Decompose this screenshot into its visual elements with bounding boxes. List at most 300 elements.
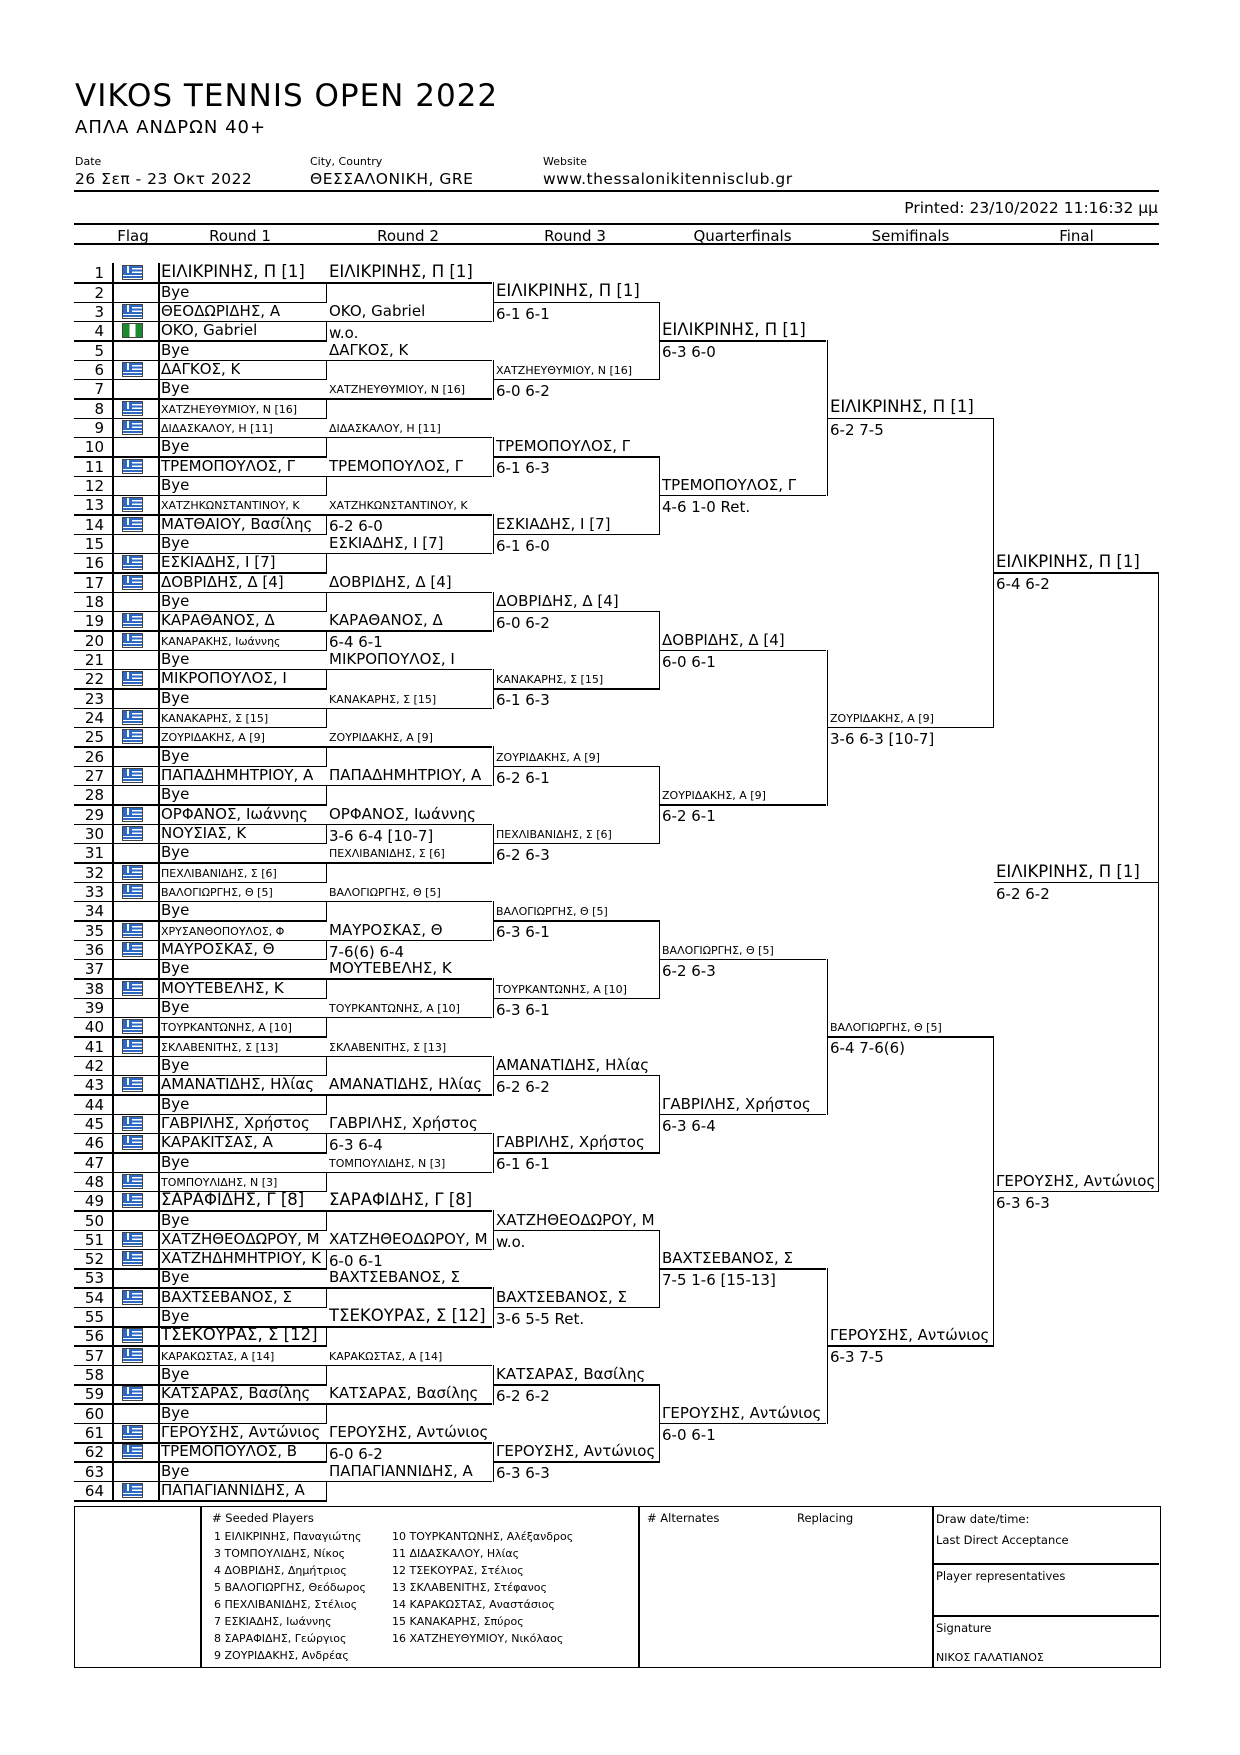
round1-player: ΧΑΤΖΗΔΗΜΗΤΡΙΟΥ, Κ (161, 1249, 321, 1268)
round2-score: 6-0 6-2 (329, 1445, 383, 1464)
round1-player: ΜΟΥΤΕΒΕΛΗΣ, Κ (161, 978, 284, 997)
round3-line (494, 1461, 659, 1463)
round2-score: 3-6 6-4 [10-7] (329, 826, 434, 845)
draw-position: 30 (84, 824, 104, 843)
semifinal-line (828, 727, 994, 729)
round1-player: ΚΑΡΑΚΙΤΣΑΣ, Α (161, 1133, 273, 1152)
round2-connector (326, 978, 328, 999)
round2-player: ΧΑΤΖΗΚΩΝΣΤΑΝΤΙΝΟΥ, Κ (329, 499, 468, 513)
last-direct-acceptance-label: Last Direct Acceptance (936, 1533, 1069, 1547)
quarterfinal-score: 6-0 6-1 (662, 652, 716, 671)
draw-position: 9 (94, 418, 104, 437)
draw-position: 29 (84, 805, 104, 824)
round3-score: 6-1 6-1 (496, 304, 550, 323)
website-label: Website (543, 155, 587, 168)
round1-player: ΣΚΛΑΒΕΝΙΤΗΣ, Σ [13] (161, 1040, 279, 1054)
draw-position: 43 (84, 1076, 104, 1095)
draw-position: 63 (84, 1462, 104, 1481)
header-divider (74, 190, 1159, 192)
event-subtitle: ΑΠΛΑ ΑΝΔΡΩΝ 40+ (75, 117, 267, 138)
final-line (994, 572, 1159, 574)
draw-position: 59 (84, 1385, 104, 1404)
round1-player: ΕΣΚΙΑΔΗΣ, Ι [7] (161, 553, 276, 572)
seeded-player: 9 ΖΟΥΡΙΔΑΚΗΣ, Ανδρέας (214, 1649, 349, 1662)
round3-score: 6-2 6-1 (496, 768, 550, 787)
quarterfinal-connector (659, 302, 661, 381)
round3-score: 6-1 6-1 (496, 1155, 550, 1174)
round3-line (494, 379, 659, 381)
round2-line (327, 1326, 492, 1328)
draw-position: 41 (84, 1037, 104, 1056)
round3-line (494, 456, 659, 458)
round2-player: ΔΟΒΡΙΔΗΣ, Δ [4] (329, 572, 452, 591)
round2-player: ΒΑΧΤΣΕΒΑΝΟΣ, Σ (329, 1268, 461, 1287)
round3-player: ΔΟΒΡΙΔΗΣ, Δ [4] (496, 591, 619, 610)
semifinal-line (828, 418, 994, 420)
round2-player: ΤΟΜΠΟΥΛΙΔΗΣ, Ν [3] (329, 1156, 446, 1170)
round2-connector (326, 669, 328, 690)
round2-player: ΑΜΑΝΑΤΙΔΗΣ, Ηλίας (329, 1075, 483, 1094)
quarterfinal-connector (659, 1075, 661, 1154)
draw-position: 64 (84, 1482, 104, 1501)
round3-score: 6-1 6-0 (496, 536, 550, 555)
seeded-player: 8 ΣΑΡΑΦΙΔΗΣ, Γεώργιος (214, 1632, 347, 1645)
round2-connector (326, 514, 328, 535)
round2-connector (326, 785, 328, 806)
round1-player: ΜΑΥΡΟΣΚΑΣ, Θ (161, 939, 275, 958)
draw-position: 11 (84, 457, 104, 476)
round2-connector (326, 824, 328, 845)
round2-line (327, 1442, 492, 1444)
round1-player: Bye (161, 475, 190, 494)
round3-score: 6-1 6-3 (496, 459, 550, 478)
greece-flag-icon (122, 1328, 143, 1343)
round3-connector (493, 437, 495, 477)
round2-line (327, 1365, 492, 1367)
round3-line (494, 611, 659, 613)
draw-position: 53 (84, 1269, 104, 1288)
draw-position: 23 (84, 689, 104, 708)
round2-player: ΟΡΦΑΝΟΣ, Ιωάννης (329, 804, 476, 823)
round1-player: ΠΕΧΛΙΒΑΝΙΔΗΣ, Σ [6] (161, 866, 277, 880)
round2-player: ΤΣΕΚΟΥΡΑΣ, Σ [12] (329, 1305, 486, 1325)
website-value: www.thessalonikitennisclub.gr (543, 170, 793, 188)
greece-flag-icon (122, 1483, 143, 1498)
round3-connector (493, 901, 495, 941)
quarterfinal-score: 6-3 6-0 (662, 343, 716, 362)
round1-player: ΧΑΤΖΗΘΕΟΔΩΡΟΥ, Μ (161, 1229, 320, 1248)
round2-connector (326, 1172, 328, 1193)
quarterfinal-player: ΒΑΧΤΣΕΒΑΝΟΣ, Σ (662, 1249, 794, 1268)
quarterfinal-line (660, 1114, 826, 1116)
round3-connector (493, 1365, 495, 1405)
champion-line (994, 882, 1159, 884)
seeded-player: 14 ΚΑΡΑΚΩΣΤΑΣ, Αναστάσιος (392, 1598, 555, 1611)
round3-line (494, 998, 659, 1000)
champion-connector (1158, 572, 1160, 1192)
final-player: ΓΕΡΟΥΣΗΣ, Αντώνιος (996, 1171, 1156, 1190)
draw-position: 6 (94, 360, 104, 379)
signature-label: Signature (936, 1621, 992, 1635)
round3-line (494, 534, 659, 536)
round3-score: 6-0 6-2 (496, 613, 550, 632)
quarterfinal-line (660, 1423, 826, 1425)
column-semifinals: Semifinals (871, 227, 950, 245)
greece-flag-icon (122, 884, 143, 899)
draw-position: 50 (84, 1211, 104, 1230)
round2-player: ΚΑΝΑΚΑΡΗΣ, Σ [15] (329, 692, 437, 706)
round3-player: ΧΑΤΖΗΘΕΟΔΩΡΟΥ, Μ (496, 1210, 655, 1229)
semifinal-score: 6-2 7-5 (830, 420, 884, 439)
round2-line (327, 1249, 492, 1251)
draw-position: 7 (94, 380, 104, 399)
round2-line (327, 1172, 492, 1174)
round2-connector (326, 1133, 328, 1154)
round2-player: ΚΑΡΑΚΩΣΤΑΣ, Α [14] (329, 1349, 443, 1363)
signature-name: ΝΙΚΟΣ ΓΑΛΑΤΙΑΝΟΣ (936, 1651, 1044, 1664)
round2-player: ΠΑΠΑΓΙΑΝΝΙΔΗΣ, Α (329, 1461, 473, 1480)
round1-player: Bye (161, 533, 190, 552)
round2-line (327, 437, 492, 439)
footer-divider-2 (638, 1506, 640, 1668)
round1-player: ΜΙΚΡΟΠΟΥΛΟΣ, Ι (161, 669, 287, 688)
draw-position: 57 (84, 1346, 104, 1365)
round3-player: ΑΜΑΝΑΤΙΔΗΣ, Ηλίας (496, 1055, 650, 1074)
round1-player: ΧΑΤΖΗΕΥΘΥΜΙΟΥ, Ν [16] (161, 402, 298, 416)
round3-player: ΚΑΝΑΚΑΡΗΣ, Σ [15] (496, 673, 604, 687)
round2-score: 6-3 6-4 (329, 1135, 383, 1154)
round2-line (327, 282, 492, 284)
seeded-player: 7 ΕΣΚΙΑΔΗΣ, Ιωάννης (214, 1615, 332, 1628)
round3-line (494, 688, 659, 690)
draw-position: 58 (84, 1366, 104, 1385)
city-value: ΘΕΣΣΑΛΟΝΙΚΗ, GRE (310, 170, 474, 188)
round2-line (327, 1056, 492, 1058)
round2-connector (326, 940, 328, 961)
round3-player: ΒΑΧΤΣΕΒΑΝΟΣ, Σ (496, 1287, 628, 1306)
round3-connector (493, 824, 495, 864)
draw-position: 16 (84, 554, 104, 573)
greece-flag-icon (122, 613, 143, 628)
draw-position: 42 (84, 1056, 104, 1075)
round1-player: ΚΑΤΣΑΡΑΣ, Βασίλης (161, 1384, 311, 1403)
round2-connector (326, 746, 328, 767)
round1-player: Bye (161, 649, 190, 668)
greece-flag-icon (122, 768, 143, 783)
quarterfinal-score: 7-5 1-6 [15-13] (662, 1271, 776, 1290)
round3-line (494, 1152, 659, 1154)
round1-player: ΔΙΔΑΣΚΑΛΟΥ, Η [11] (161, 421, 273, 435)
printed-timestamp: Printed: 23/10/2022 11:16:32 μμ (904, 199, 1158, 217)
draw-position: 62 (84, 1443, 104, 1462)
round3-score: 6-1 6-3 (496, 691, 550, 710)
quarterfinal-player: ΓΑΒΡΙΛΗΣ, Χρήστος (662, 1094, 811, 1113)
round2-player: ΤΡΕΜΟΠΟΥΛΟΣ, Γ (329, 456, 464, 475)
round1-player: Bye (161, 591, 190, 610)
flag-col-left-rule (112, 263, 114, 1501)
round1-player: ΤΟΜΠΟΥΛΙΔΗΣ, Ν [3] (161, 1175, 278, 1189)
greece-flag-icon (122, 729, 143, 744)
round2-line (327, 978, 492, 980)
round2-connector (326, 398, 328, 419)
round1-player: Bye (161, 843, 190, 862)
city-label: City, Country (310, 155, 383, 168)
round3-score: 6-0 6-2 (496, 381, 550, 400)
greece-flag-icon (122, 710, 143, 725)
draw-position: 46 (84, 1134, 104, 1153)
round1-player: ΤΡΕΜΟΠΟΥΛΟΣ, Β (161, 1442, 298, 1461)
round2-player: OKO, Gabriel (329, 301, 426, 320)
flag-col-right-rule (158, 263, 160, 1501)
quarterfinal-connector (659, 456, 661, 535)
seeded-player: 6 ΠΕΧΛΙΒΑΝΙΔΗΣ, Στέλιος (214, 1598, 358, 1611)
round2-line (327, 785, 492, 787)
round3-line (494, 1075, 659, 1077)
round3-line (494, 1384, 659, 1386)
greece-flag-icon (122, 942, 143, 957)
greece-flag-icon (122, 1193, 143, 1208)
round2-line (327, 901, 492, 903)
draw-position: 10 (84, 438, 104, 457)
round2-score: w.o. (329, 323, 359, 342)
round2-connector (326, 1326, 328, 1347)
round3-player: ΕΣΚΙΑΔΗΣ, Ι [7] (496, 514, 611, 533)
greece-flag-icon (122, 497, 143, 512)
draw-position: 20 (84, 631, 104, 650)
draw-position: 51 (84, 1230, 104, 1249)
seeded-player: 11 ΔΙΔΑΣΚΑΛΟΥ, Ηλίας (392, 1547, 520, 1560)
round2-connector (326, 476, 328, 497)
draw-position: 31 (84, 844, 104, 863)
greece-flag-icon (122, 1444, 143, 1459)
round3-score: 6-3 6-3 (496, 1464, 550, 1483)
round2-connector (326, 282, 328, 303)
round1-player: ΤΟΥΡΚΑΝΤΩΝΗΣ, Α [10] (161, 1021, 292, 1035)
round3-connector (493, 360, 495, 400)
round2-player: ΜΙΚΡΟΠΟΥΛΟΣ, Ι (329, 649, 455, 668)
round3-player: ΧΑΤΖΗΕΥΘΥΜΙΟΥ, Ν [16] (496, 363, 633, 377)
column-quarterfinals: Quarterfinals (693, 227, 792, 245)
round3-score: 6-2 6-2 (496, 1387, 550, 1406)
draw-position: 1 (94, 264, 104, 283)
round1-player: ΚΑΝΑΡΑΚΗΣ, Ιωάννης (161, 634, 281, 648)
round3-connector (493, 1056, 495, 1096)
round1-player: ΖΟΥΡΙΔΑΚΗΣ, Α [9] (161, 731, 265, 745)
round2-line (327, 824, 492, 826)
round3-score: 6-2 6-2 (496, 1077, 550, 1096)
round1-player: OKO, Gabriel (161, 321, 258, 340)
round1-player: ΚΑΡΑΚΩΣΤΑΣ, Α [14] (161, 1349, 275, 1363)
draw-position: 60 (84, 1404, 104, 1423)
round2-line (327, 862, 492, 864)
round2-line (327, 1094, 492, 1096)
round3-connector (493, 514, 495, 554)
round1-player: ΘΕΟΔΩΡΙΔΗΣ, Α (161, 301, 281, 320)
round2-line (327, 669, 492, 671)
semifinal-player: ΕΙΛΙΚΡΙΝΗΣ, Π [1] (830, 397, 974, 417)
round3-connector (493, 1210, 495, 1250)
round3-connector (493, 282, 495, 322)
round2-connector (326, 1442, 328, 1463)
seeded-player: 3 ΤΟΜΠΟΥΛΙΔΗΣ, Νίκος (214, 1547, 346, 1560)
draw-position: 40 (84, 1018, 104, 1037)
round1-player: ΑΜΑΝΑΤΙΔΗΣ, Ηλίας (161, 1075, 315, 1094)
final-player: ΕΙΛΙΚΡΙΝΗΣ, Π [1] (996, 551, 1140, 571)
round1-player: Bye (161, 1461, 190, 1480)
round3-score: w.o. (496, 1232, 526, 1251)
seeded-player: 4 ΔΟΒΡΙΔΗΣ, Δημήτριος (214, 1564, 347, 1577)
draw-position: 54 (84, 1288, 104, 1307)
draw-date-label: Draw date/time: (936, 1512, 1030, 1526)
champion-score: 6-2 6-2 (996, 884, 1050, 903)
round1-player: ΧΑΤΖΗΚΩΝΣΤΑΝΤΙΝΟΥ, Κ (161, 499, 300, 513)
round3-connector (493, 1287, 495, 1327)
round3-score: 3-6 5-5 Ret. (496, 1309, 585, 1328)
seeded-player: 1 ΕΙΛΙΚΡΙΝΗΣ, Παναγιώτης (214, 1530, 362, 1543)
tournament-title: VIKOS TENNIS OPEN 2022 (75, 78, 499, 114)
round2-player: ΣΑΡΑΦΙΔΗΣ, Γ [8] (329, 1189, 473, 1209)
round2-connector (326, 901, 328, 922)
semifinal-connector (827, 650, 829, 806)
round2-line (327, 321, 492, 323)
greece-flag-icon (122, 1135, 143, 1150)
round1-player: Bye (161, 1055, 190, 1074)
draw-position: 44 (84, 1095, 104, 1114)
round3-line (494, 843, 659, 845)
round2-connector (326, 1249, 328, 1270)
draw-position: 25 (84, 728, 104, 747)
greece-flag-icon (122, 459, 143, 474)
round1-player: Bye (161, 1094, 190, 1113)
quarterfinal-connector (659, 1384, 661, 1463)
quarterfinal-line (660, 804, 826, 806)
columns-top-rule (74, 223, 1159, 225)
greece-flag-icon (122, 1251, 143, 1266)
draw-position: 28 (84, 786, 104, 805)
round1-player: ΤΡΕΜΟΠΟΥΛΟΣ, Γ (161, 456, 296, 475)
quarterfinal-line (660, 1268, 826, 1270)
draw-position: 18 (84, 592, 104, 611)
round2-player: ΣΚΛΑΒΕΝΙΤΗΣ, Σ [13] (329, 1040, 447, 1054)
draw-position: 12 (84, 476, 104, 495)
greece-flag-icon (122, 304, 143, 319)
round3-player: ΤΡΕΜΟΠΟΥΛΟΣ, Γ (496, 437, 631, 456)
round2-connector (326, 1210, 328, 1231)
round3-player: ΚΑΤΣΑΡΑΣ, Βασίλης (496, 1365, 646, 1384)
quarterfinal-score: 4-6 1-0 Ret. (662, 497, 751, 516)
alternates-title: # Alternates (647, 1511, 720, 1525)
round1-player: Bye (161, 1307, 190, 1326)
column-round3: Round 3 (544, 227, 606, 245)
round3-connector (493, 1442, 495, 1482)
draw-position: 21 (84, 650, 104, 669)
greece-flag-icon (122, 362, 143, 377)
round2-player: ΕΙΛΙΚΡΙΝΗΣ, Π [1] (329, 261, 473, 281)
round2-player: ΤΟΥΡΚΑΝΤΩΝΗΣ, Α [10] (329, 1001, 460, 1015)
round1-player: ΚΑΝΑΚΑΡΗΣ, Σ [15] (161, 711, 269, 725)
draw-position: 52 (84, 1250, 104, 1269)
column-final: Final (1059, 227, 1094, 245)
round2-player: ΔΑΓΚΟΣ, Κ (329, 340, 409, 359)
round2-score: 6-0 6-1 (329, 1251, 383, 1270)
quarterfinal-player: ΤΡΕΜΟΠΟΥΛΟΣ, Γ (662, 475, 797, 494)
nigeria-flag-icon (122, 323, 143, 338)
round3-line (494, 1307, 659, 1309)
quarterfinal-player: ΔΟΒΡΙΔΗΣ, Δ [4] (662, 630, 785, 649)
round2-score: 6-4 6-1 (329, 633, 383, 652)
round2-connector (326, 1365, 328, 1386)
round2-player: ΓΑΒΡΙΛΗΣ, Χρήστος (329, 1113, 478, 1132)
draw-position: 2 (94, 283, 104, 302)
round2-connector (326, 1481, 328, 1502)
round3-line (494, 1230, 659, 1232)
draw-position: 33 (84, 882, 104, 901)
round2-connector (326, 1287, 328, 1308)
footer-rule-1 (932, 1563, 1159, 1565)
round1-player: Bye (161, 785, 190, 804)
greece-flag-icon (122, 265, 143, 280)
greece-flag-icon (122, 1039, 143, 1054)
final-line (994, 1191, 1159, 1193)
draw-position: 17 (84, 573, 104, 592)
greece-flag-icon (122, 1019, 143, 1034)
round2-line (327, 592, 492, 594)
semifinal-player: ΖΟΥΡΙΔΑΚΗΣ, Α [9] (830, 711, 934, 725)
round2-player: ΧΑΤΖΗΘΕΟΔΩΡΟΥ, Μ (329, 1229, 488, 1248)
round1-player: Bye (161, 1403, 190, 1422)
round3-line (494, 920, 659, 922)
semifinal-score: 3-6 6-3 [10-7] (830, 729, 935, 748)
quarterfinal-score: 6-3 6-4 (662, 1116, 716, 1135)
draw-position: 32 (84, 863, 104, 882)
draw-position: 22 (84, 670, 104, 689)
round2-player: ΚΑΡΑΘΑΝΟΣ, Δ (329, 611, 443, 630)
draw-position: 49 (84, 1192, 104, 1211)
seeded-player: 15 ΚΑΝΑΚΑΡΗΣ, Σπύρος (392, 1615, 524, 1628)
round1-player: ΤΣΕΚΟΥΡΑΣ, Σ [12] (161, 1324, 318, 1344)
round2-player: ΓΕΡΟΥΣΗΣ, Αντώνιος (329, 1423, 489, 1442)
draw-position: 39 (84, 998, 104, 1017)
round2-connector (326, 862, 328, 883)
greece-flag-icon (122, 517, 143, 532)
round3-score: 6-3 6-1 (496, 1000, 550, 1019)
round2-player: ΧΑΤΖΗΕΥΘΥΜΙΟΥ, Ν [16] (329, 383, 466, 397)
round3-player: ΒΑΛΟΓΙΩΡΓΗΣ, Θ [5] (496, 905, 608, 919)
round1-player: Bye (161, 340, 190, 359)
draw-position: 4 (94, 322, 104, 341)
round3-player: ΓΑΒΡΙΛΗΣ, Χρήστος (496, 1133, 645, 1152)
round2-connector (326, 708, 328, 729)
final-connector (993, 418, 995, 729)
draw-position: 37 (84, 960, 104, 979)
round2-line (327, 630, 492, 632)
round1-player: ΓΑΒΡΙΛΗΣ, Χρήστος (161, 1113, 310, 1132)
round2-line (327, 1133, 492, 1135)
round2-connector (326, 321, 328, 342)
draw-position: 56 (84, 1327, 104, 1346)
round2-line (327, 708, 492, 710)
round1-player: ΠΑΠΑΓΙΑΝΝΙΔΗΣ, Α (161, 1481, 305, 1500)
quarterfinal-score: 6-2 6-3 (662, 961, 716, 980)
round2-connector (326, 1403, 328, 1424)
round3-player: ΠΕΧΛΙΒΑΝΙΔΗΣ, Σ [6] (496, 827, 612, 841)
semifinal-connector (827, 340, 829, 496)
column-round2: Round 2 (377, 227, 439, 245)
round2-player: ΜΑΥΡΟΣΚΑΣ, Θ (329, 920, 443, 939)
round3-line (494, 302, 659, 304)
round1-player: Bye (161, 959, 190, 978)
round2-player: ΖΟΥΡΙΔΑΚΗΣ, Α [9] (329, 731, 433, 745)
